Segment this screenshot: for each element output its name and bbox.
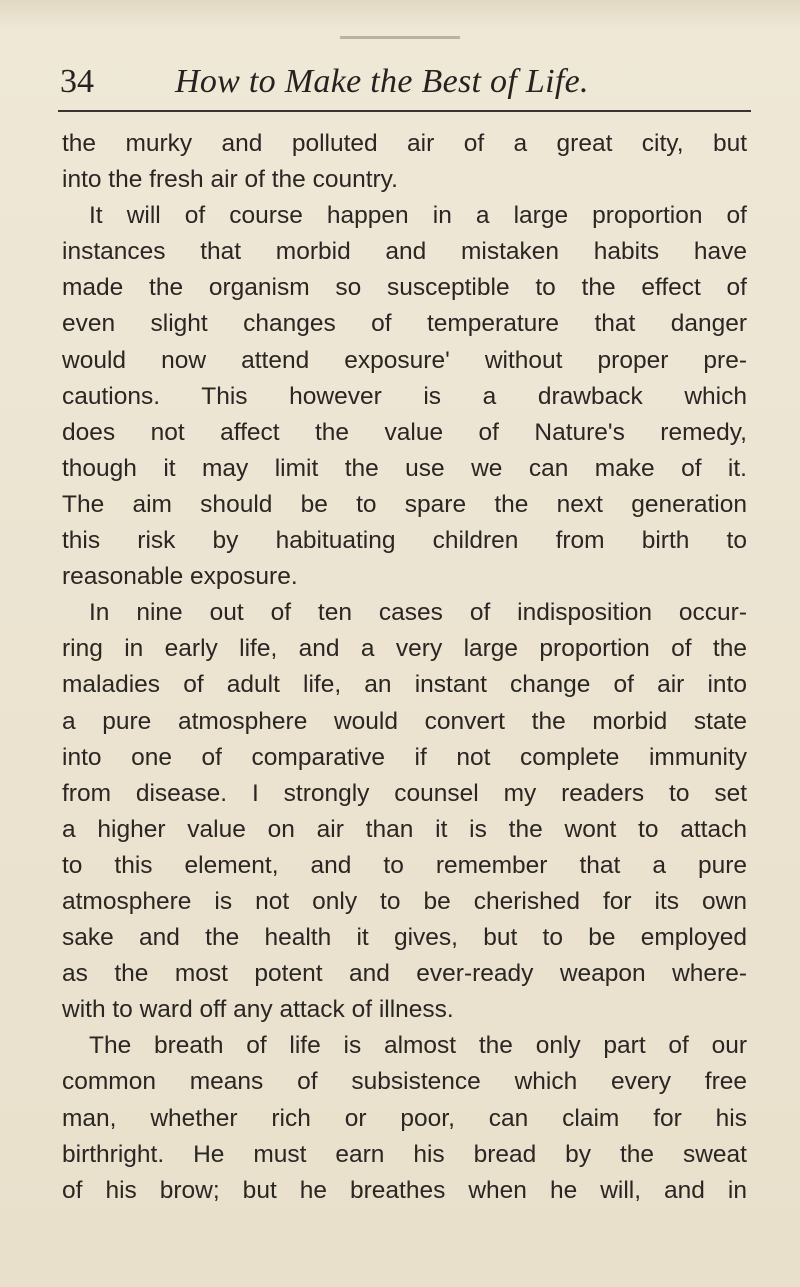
- text-line: with to ward off any attack of illness.: [62, 996, 454, 1024]
- text-line: even slight changes of temperature that danger: [62, 310, 747, 338]
- text-line: The breath of life is almost the only part of our: [89, 1032, 747, 1060]
- page-edge-shadow: [0, 0, 800, 30]
- text-line: into one of comparative if not complete immunity: [62, 743, 747, 771]
- text-line: does not affect the value of Nature's remedy,: [62, 418, 747, 446]
- text-line: the murky and polluted air of a great city, but: [62, 130, 747, 157]
- text-line: a pure atmosphere would convert the morbid state: [62, 707, 747, 735]
- text-line: of his brow; but he breathes when he will, and in: [62, 1176, 747, 1204]
- text-line: into the fresh air of the country.: [62, 166, 398, 194]
- text-line: from disease. I strongly counsel my readers to set: [62, 779, 747, 807]
- page-number: 34: [60, 63, 94, 100]
- text-line: The aim should be to spare the next generation: [62, 490, 747, 518]
- text-line: cautions. This however is a drawback which: [62, 382, 747, 410]
- text-line: instances that morbid and mistaken habits have: [62, 238, 747, 266]
- text-line: maladies of adult life, an instant change of air into: [62, 671, 747, 699]
- text-line: to this element, and to remember that a pure: [62, 851, 747, 879]
- text-line: man, whether rich or poor, can claim for his: [62, 1104, 747, 1132]
- running-title: How to Make the Best of Life.: [175, 63, 589, 100]
- text-line: common means of subsistence which every free: [62, 1068, 747, 1096]
- body-text: [62, 126, 747, 1209]
- text-line: birthright. He must earn his bread by the sweat: [62, 1140, 747, 1168]
- text-line: atmosphere is not only to be cherished for its own: [62, 887, 747, 915]
- text-line: reasonable exposure.: [62, 563, 298, 591]
- text-line: though it may limit the use we can make of it.: [62, 454, 747, 482]
- text-line: It will of course happen in a large proportion of: [89, 202, 747, 230]
- text-line: ring in early life, and a very large proportion of the: [62, 635, 747, 663]
- text-line: this risk by habituating children from birth to: [62, 527, 747, 555]
- header-rule: [58, 110, 751, 112]
- bleed-through-mark: [340, 36, 460, 39]
- text-line: In nine out of ten cases of indisposition occur-: [89, 599, 747, 627]
- page-header: [60, 58, 750, 108]
- text-line: sake and the health it gives, but to be employed: [62, 924, 747, 952]
- text-line: a higher value on air than it is the wont to attach: [62, 815, 747, 843]
- text-line: made the organism so susceptible to the effect of: [62, 274, 747, 302]
- text-line: would now attend exposure' without proper pre-: [62, 346, 747, 374]
- text-line: as the most potent and ever-ready weapon where-: [62, 960, 747, 988]
